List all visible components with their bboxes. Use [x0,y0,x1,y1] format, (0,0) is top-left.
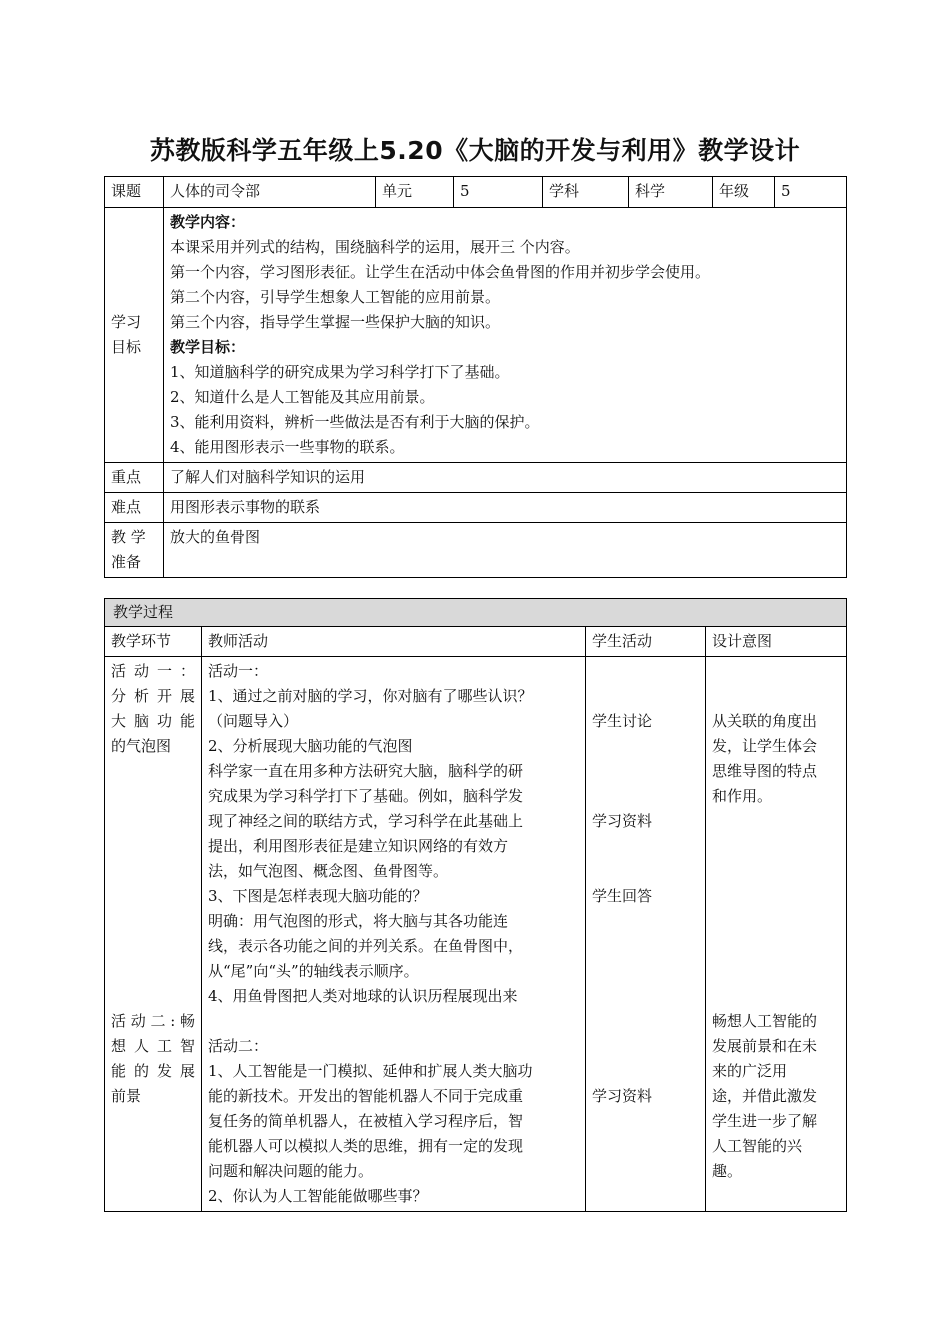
objectives-content: 教学内容： 本课采用并列式的结构，围绕脑科学的运用，展开三 个内容。 第一个内容，学习图形表征。让学生在活动中体会鱼骨图的作用并初步学会使用。 第二个内容，引导学生想象人工智能的应用前景。 第三个内容，指导学生掌握一些保护大脑的知识。 教学目标： 1、知道脑科学的研究成果为学习科学打下了基础。 2、知道什么是人工智能及其应用前景。 3、能利用资料，辨析一些做法是否有利于大脑的保护。 4、能用图形表示一些事物的联系。 [164,208,847,463]
intent-activity-1: 从关联的角度出 发，让学生体会 思维导图的特点 和作用。 [712,712,818,805]
unit-value: 5 [454,177,543,208]
goals-heading: 教学目标： [170,338,246,356]
student-cell [586,657,706,1212]
column-student: 学生活动 [586,627,706,657]
process-activities-row [105,657,847,1212]
column-teacher: 教师活动 [202,627,586,657]
info-row-meta [105,177,847,208]
intent-activity-2: 畅想人工智能的 发展前景和在未 来的广泛用 途，并借此激发 学生进一步了解 人工智能的兴 趣。 [712,1012,818,1180]
info-row-difficulty [105,493,847,523]
info-row-preparation [105,523,847,578]
difficulty-value: 用图形表示事物的联系 [164,493,847,523]
lesson-value: 人体的司令部 [164,177,376,208]
student-activity-1-c: 学生回答 [592,887,653,905]
teacher-activity-1: 活动一： 1、通过之前对脑的学习，你对脑有了哪些认识？ （问题导入） 2、分析展现大脑功能的气泡图 科学家一直在用多种方法研究大脑，脑科学的研 究成果为学习科学打下了基础。例如，脑科学发 现了神经之间的联结方式，学习科学在此基础上 提出，利用图形表征是建立知识网络的有效方 法，如气泡图、概念图、鱼骨图等。 3、下图是怎样表现大脑功能的？ 明确：用气泡图的形式，将大脑与其各功能连 线，表示各功能之间的并列关系。在鱼骨图中， 从“尾”向“头”的轴线表示顺序。 4、用鱼骨图把人类对地球的认识历程展现出来 [208,662,533,1005]
intent-cell [706,657,847,1212]
objectives-label: 学习 目标 [105,208,164,463]
subject-label: 学科 [543,177,629,208]
student-activity-2: 学习资料 [592,1087,653,1105]
stage-activity-1: 活动一： 分析开展 大脑功能 的气泡图 [111,662,195,755]
lesson-label: 课题 [105,177,164,208]
key-point-label: 重点 [105,463,164,493]
preparation-label: 教 学 准备 [105,523,164,578]
unit-label: 单元 [376,177,454,208]
student-activity-1-b: 学习资料 [592,812,653,830]
stage-cell [105,657,202,1212]
student-activity-1-a: 学生讨论 [592,712,653,730]
info-row-objectives [105,208,847,463]
column-stage: 教学环节 [105,627,202,657]
process-columns-row [105,627,847,657]
page-title: 苏教版科学五年级上5.20《大脑的开发与利用》教学设计 [149,136,801,165]
grade-value: 5 [775,177,847,208]
process-header: 教学过程 [105,599,847,627]
stage-activity-2: 活动二:畅 想人工智 能的发展 前景 [111,1012,195,1105]
lesson-info-table [104,176,847,578]
info-row-key-point [105,463,847,493]
key-point-value: 了解人们对脑科学知识的运用 [164,463,847,493]
difficulty-label: 难点 [105,493,164,523]
teaching-process-table [104,598,847,1212]
preparation-value: 放大的鱼骨图 [164,523,847,578]
teacher-activity-2: 活动二： 1、人工智能是一门模拟、延伸和扩展人类大脑功 能的新技术。开发出的智能机器人不同于完成重 复任务的简单机器人，在被植入学习程序后，智 能机器人可以模拟人类的思维，拥有一定的发现 问题和解决问题的能力。 2、你认为人工智能能做哪些事？ [208,1037,533,1205]
column-intent: 设计意图 [706,627,847,657]
grade-label: 年级 [713,177,775,208]
teacher-cell [202,657,586,1212]
content-heading: 教学内容： [170,213,246,231]
process-header-row [105,599,847,627]
subject-value: 科学 [629,177,713,208]
